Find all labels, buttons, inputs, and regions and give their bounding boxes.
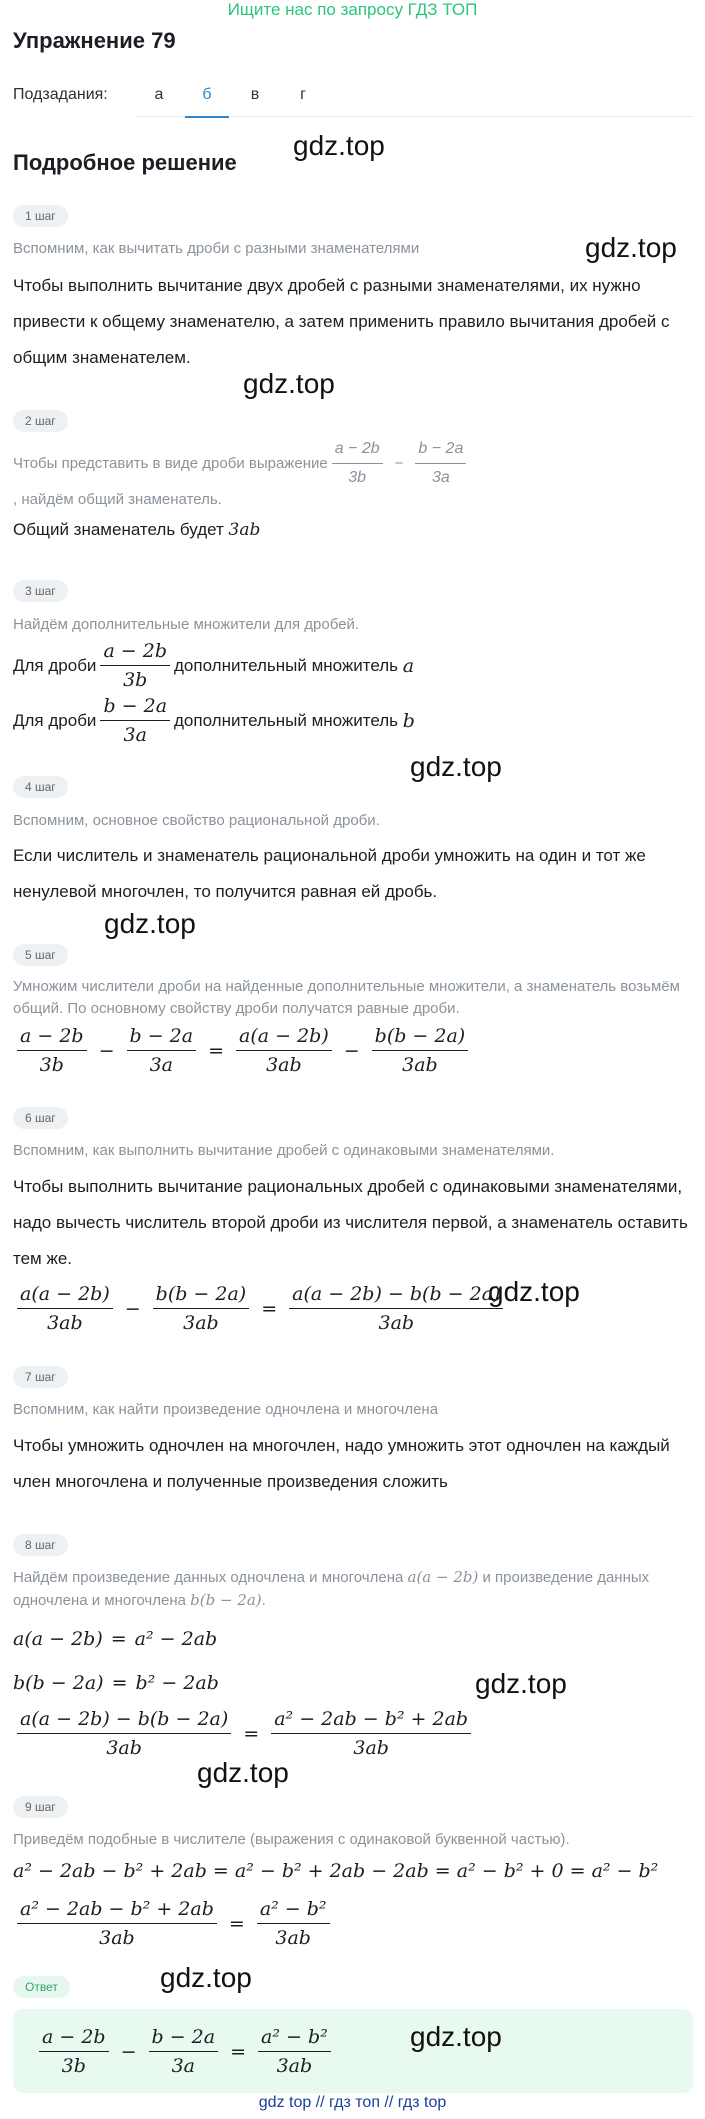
watermark: gdz.top — [585, 232, 677, 263]
step-text: Если числитель и знаменатель рациональной дроби умножить на один и тот же ненулевой многочлен, то получится равная ей дробь. — [13, 846, 646, 901]
step-hint: Вспомним, как найти произведение одночлена и многочлена — [13, 1401, 439, 1418]
subtask-tab-g[interactable]: г — [300, 86, 306, 103]
step-text: Чтобы выполнить вычитание рациональных дробей с одинаковыми знаменателями, надо вычесть числитель второй дроби из числителя первой, а знаменатель оставить тем же. — [13, 1177, 688, 1268]
watermark: gdz.top — [488, 1276, 580, 1307]
top-banner[interactable]: Ищите нас по запросу ГДЗ ТОП — [227, 0, 478, 19]
step-hint: Вспомним, основное свойство рациональной дроби. — [13, 812, 380, 829]
equation: $\frac{a(a - 2b) - b(b - 2a)}{3ab}$ = $\frac{\text{a² − 2ab − b² + 2ab}}{3ab}$ — [13, 1708, 475, 1759]
step-text: Общий знаменатель будет 3ab — [13, 520, 261, 540]
equation: a(a − 2b) = a² − 2ab — [13, 1628, 218, 1650]
solution-heading: Подробное решение — [13, 150, 237, 175]
subtask-tab-v[interactable]: в — [250, 86, 260, 103]
step-hint: Найдём произведение данных одночлена и многочлена a(a − 2b) и произведение данных одночлена и многочлена b(b − 2a). — [13, 1568, 650, 1609]
step-hint: Вспомним, как выполнить вычитание дробей с одинаковыми знаменателями. — [13, 1142, 555, 1159]
step-text: Чтобы выполнить вычитание двух дробей с разными знаменателями, их нужно привести к общему знаменателю, а затем применить правило вычитания дробей с общим знаменателем. — [13, 276, 670, 367]
watermark: gdz.top — [104, 908, 196, 939]
step-text: Чтобы умножить одночлен на многочлен, надо умножить этот одночлен на каждый член многочлена и полученные произведения сложить — [13, 1436, 670, 1491]
step-badge: 8 шаг — [13, 1534, 68, 1556]
equation: $\frac{a - 2b}{3b}$ − $\frac{b - 2a}{3a}$ = $\frac{a(a - 2b)}{3ab}$ − $\frac{b(b - 2a)}{3ab}$ — [13, 1025, 472, 1076]
equation: a² − 2ab − b² + 2ab = a² − b² + 2ab − 2ab = a² − b² + 0 = a² − b² — [13, 1860, 659, 1882]
watermark: gdz.top — [197, 1757, 289, 1788]
multiplier-line: Для дроби $\frac{a - 2b}{3b}$ дополнительный множитель a — [13, 640, 415, 691]
step-hint: Вспомним, как вычитать дроби с разными знаменателями — [13, 240, 420, 257]
step-badge: 5 шаг — [13, 944, 68, 966]
step-hint: Чтобы представить в виде дроби выражение $\frac{a - 2b}{3b}$ − $\frac{b - 2a}{3a}$ , найдём общий знаменатель. — [13, 438, 653, 511]
subtasks-label: Подзадания: — [13, 86, 108, 103]
watermark: gdz.top — [475, 1668, 567, 1699]
step-badge: 7 шаг — [13, 1366, 68, 1388]
step-badge: 2 шаг — [13, 410, 68, 432]
footer-links[interactable]: gdz top // гдз топ // гдз top — [258, 2094, 447, 2111]
watermark: gdz.top — [243, 368, 335, 399]
answer-badge: Ответ — [13, 1976, 70, 1998]
watermark: gdz.top — [160, 1962, 252, 1993]
watermark: gdz.top — [410, 751, 502, 782]
step-badge: 6 шаг — [13, 1107, 68, 1129]
step-badge: 4 шаг — [13, 776, 68, 798]
answer-equation: $\frac{a - 2b}{3b}$ − $\frac{b - 2a}{3a}$ = $\frac{\text{a² − b²}}{3ab}$ — [35, 2026, 335, 2077]
equation: $\frac{\text{a² − 2ab − b² + 2ab}}{3ab}$ = $\frac{\text{a² − b²}}{3ab}$ — [13, 1898, 334, 1949]
watermark: gdz.top — [410, 2021, 502, 2052]
step-badge: 1 шаг — [13, 205, 68, 227]
page-title: Упражнение 79 — [13, 28, 176, 53]
step-hint: Найдём дополнительные множители для дробей. — [13, 616, 360, 633]
subtask-tabs — [137, 76, 693, 117]
step-hint: Умножим числители дроби на найденные дополнительные множители, а знаменатель возьмём общий. По основному свойству дроби получатся равные дроби. — [13, 978, 680, 1017]
step-badge: 3 шаг — [13, 580, 68, 602]
subtask-tab-b[interactable]: б — [185, 86, 229, 104]
step-badge: 9 шаг — [13, 1796, 68, 1818]
subtask-tab-a[interactable]: а — [154, 86, 164, 103]
watermark: gdz.top — [293, 130, 385, 161]
multiplier-line: Для дроби $\frac{b - 2a}{3a}$ дополнительный множитель b — [13, 695, 415, 746]
equation: $\frac{a(a - 2b)}{3ab}$ − $\frac{b(b - 2a)}{3ab}$ = $\frac{a(a - 2b) - b(b - 2a)}{3ab}$ — [13, 1283, 507, 1334]
equation: b(b − 2a) = b² − 2ab — [13, 1672, 219, 1694]
step-hint: Приведём подобные в числителе (выражения с одинаковой буквенной частью). — [13, 1831, 570, 1848]
